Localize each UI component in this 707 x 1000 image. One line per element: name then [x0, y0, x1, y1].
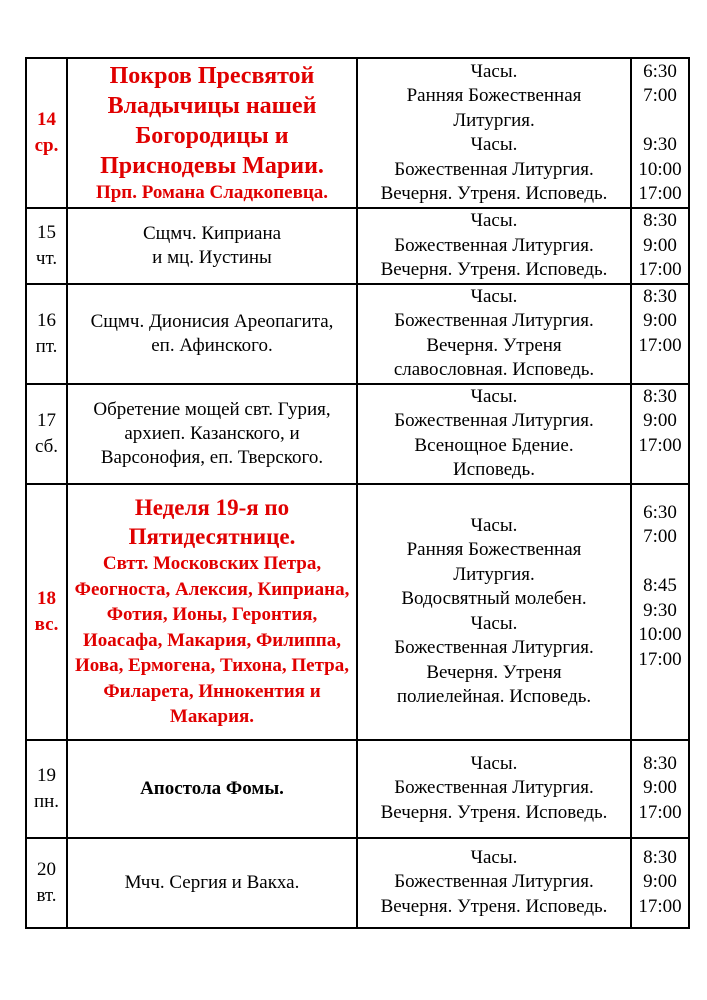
service-time: 9:00: [643, 871, 677, 893]
service-time: 9:30: [643, 599, 677, 621]
service-line: Часы.: [470, 752, 518, 774]
service-time: 9:00: [643, 234, 677, 256]
schedule-row: [26, 838, 689, 928]
service-line: Вечерня. Утреня: [426, 661, 562, 683]
date-cell: [26, 838, 67, 928]
schedule-row: [26, 208, 689, 284]
services-cell: [357, 838, 631, 928]
service-line: Часы.: [470, 846, 518, 868]
times-cell: [631, 484, 689, 740]
service-time: 17:00: [638, 334, 682, 356]
date-cell: [26, 384, 67, 484]
service-line: Божественная Литургия.: [394, 637, 594, 658]
day-number: 14: [37, 109, 56, 130]
service-line: Литургия.: [453, 563, 535, 585]
feast-subtitle: Свтт. Московских Петра, Феогноста, Алексия, Киприана, Фотия, Ионы, Геронтия, Иоасафа, Макария, Филиппа, Иова, Ермогена, Тихона, Петра, Филарета, Иннокентия и Макария.: [74, 553, 350, 728]
times-cell: [631, 58, 689, 208]
feast-cell: [67, 484, 357, 740]
weekday: пн.: [33, 790, 60, 812]
service-line: Божественная Литургия.: [394, 777, 594, 799]
services-cell: [357, 740, 631, 838]
service-time: 9:00: [643, 777, 677, 799]
service-line: Часы.: [470, 60, 518, 82]
service-line: Часы.: [470, 134, 518, 155]
schedule-row: [26, 484, 689, 740]
feast-line: архиеп. Казанского, и: [124, 422, 300, 444]
service-line: Ранняя Божественная: [406, 85, 582, 106]
service-time: 17:00: [638, 259, 682, 280]
service-line: полиелейная. Исповедь.: [396, 686, 592, 707]
date-cell: [26, 484, 67, 740]
service-line: Вечерня. Утреня. Исповедь.: [380, 259, 608, 280]
feast-cell: [67, 58, 357, 208]
service-line: славословная. Исповедь.: [393, 359, 595, 380]
service-time: 17:00: [638, 895, 682, 917]
service-line: Исповедь.: [453, 459, 535, 480]
service-time: 7:00: [643, 85, 677, 106]
service-line: Вечерня. Утреня. Исповедь.: [380, 183, 608, 204]
service-time: 6:30: [643, 501, 677, 523]
services-cell: [357, 484, 631, 740]
service-time: 9:30: [643, 134, 677, 155]
service-line: Литургия.: [453, 109, 535, 131]
service-time: 7:00: [643, 526, 677, 548]
times-cell: [631, 384, 689, 484]
times-cell: [631, 284, 689, 384]
service-line: Часы.: [470, 385, 518, 407]
service-line: Водосвятный молебен.: [401, 588, 587, 609]
service-line: Часы.: [470, 514, 518, 536]
service-line: Божественная Литургия.: [394, 310, 594, 331]
day-number: 19: [37, 764, 56, 786]
service-time: 17:00: [638, 648, 682, 670]
schedule-row: [26, 740, 689, 838]
service-time: 8:30: [643, 385, 677, 407]
day-number: 18: [37, 587, 56, 609]
day-number: 16: [37, 309, 56, 331]
feast-line: еп. Афинского.: [151, 334, 273, 356]
feast-title: Неделя 19-я по Пятидесятнице.: [128, 495, 296, 550]
feast-subtitle: Прп. Романа Сладкопевца.: [95, 181, 329, 203]
feast-cell: [67, 838, 357, 928]
service-time: 17:00: [638, 183, 682, 204]
day-number: 17: [37, 409, 56, 431]
service-time: 6:30: [643, 60, 677, 82]
service-time: 8:30: [643, 210, 677, 231]
service-line: Часы.: [470, 210, 518, 231]
service-time: 9:00: [643, 410, 677, 431]
date-cell: [26, 58, 67, 208]
day-number: 20: [37, 858, 56, 880]
service-line: Божественная Литургия.: [394, 234, 594, 256]
feast-line: Сщмч. Дионисия Ареопагита,: [90, 310, 334, 332]
service-time: 10:00: [638, 158, 682, 180]
feast-cell: [67, 740, 357, 838]
service-time: 8:30: [643, 285, 677, 307]
service-time: 9:00: [643, 310, 677, 331]
feast-cell: [67, 208, 357, 284]
feast-line: Апостола Фомы.: [140, 777, 284, 799]
service-line: Ранняя Божественная: [406, 539, 582, 560]
services-cell: [357, 208, 631, 284]
service-line: Часы.: [470, 285, 518, 307]
schedule-row: [26, 284, 689, 384]
date-cell: [26, 208, 67, 284]
schedule-row: [26, 384, 689, 484]
services-cell: [357, 284, 631, 384]
service-line: Часы.: [470, 612, 518, 634]
feast-line: Мчч. Сергия и Вакха.: [124, 871, 300, 893]
times-cell: [631, 838, 689, 928]
date-cell: [26, 740, 67, 838]
service-time: 8:30: [643, 752, 677, 774]
service-line: Божественная Литургия.: [394, 158, 594, 180]
services-cell: [357, 384, 631, 484]
service-time: 10:00: [638, 624, 682, 646]
schedule-row: [26, 58, 689, 208]
service-time: 17:00: [638, 434, 682, 456]
services-cell: [357, 58, 631, 208]
times-cell: [631, 208, 689, 284]
service-time: 8:30: [643, 846, 677, 868]
feast-title: Покров Пресвятой Владычицы нашей Богородицы и Приснодевы Марии.: [100, 62, 324, 179]
feast-line: Обретение мощей свт. Гурия,: [93, 398, 331, 420]
feast-line: Варсонофия, еп. Тверского.: [100, 446, 324, 468]
service-line: Вечерня. Утреня: [426, 334, 562, 356]
feast-cell: [67, 284, 357, 384]
feast-line: Сщмч. Киприана: [142, 222, 282, 244]
feast-cell: [67, 384, 357, 484]
service-line: Божественная Литургия.: [394, 871, 594, 893]
schedule-table: [25, 57, 690, 929]
service-line: Вечерня. Утреня. Исповедь.: [380, 895, 608, 917]
weekday: ср.: [34, 135, 59, 156]
weekday: вс.: [34, 613, 59, 635]
date-cell: [26, 284, 67, 384]
day-number: 15: [37, 221, 56, 243]
feast-line: и мц. Иустины: [152, 246, 272, 268]
service-time: 17:00: [638, 801, 682, 823]
service-time: 8:45: [643, 575, 677, 597]
weekday: сб.: [34, 435, 59, 457]
weekday: чт.: [35, 247, 58, 269]
service-line: Вечерня. Утреня. Исповедь.: [380, 801, 608, 823]
service-line: Божественная Литургия.: [394, 410, 594, 431]
weekday: вт.: [36, 884, 57, 906]
service-line: Всенощное Бдение.: [414, 434, 574, 456]
weekday: пт.: [35, 335, 58, 357]
times-cell: [631, 740, 689, 838]
